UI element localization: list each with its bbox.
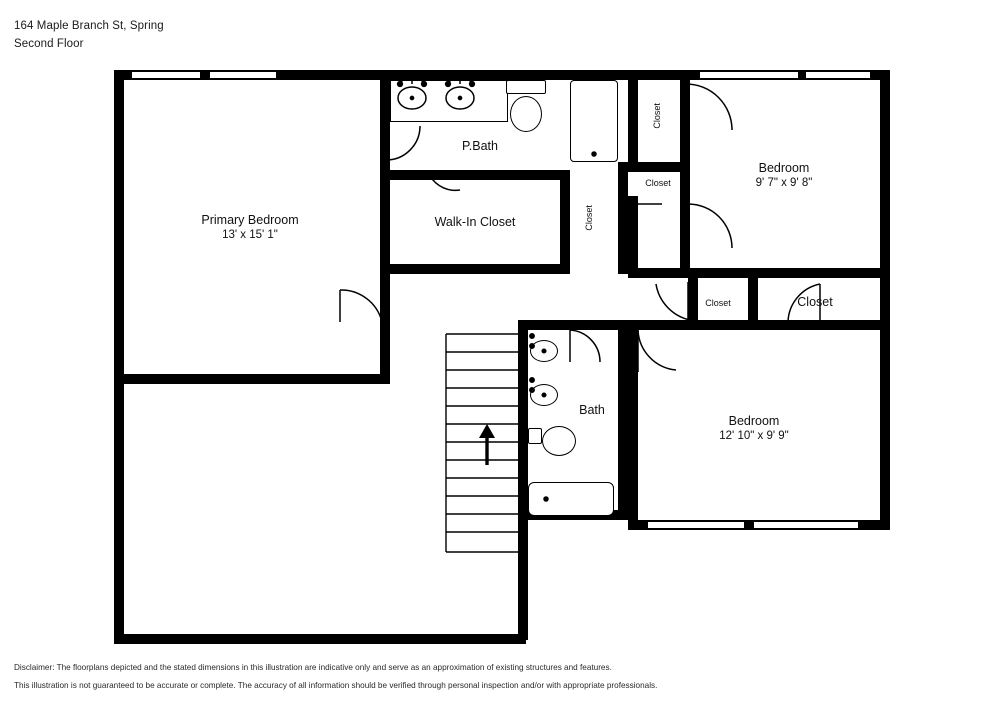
closet3-name: Closet bbox=[584, 205, 595, 231]
walkin-closet-name: Walk-In Closet bbox=[434, 215, 516, 229]
wall-exterior-right bbox=[880, 70, 890, 530]
primary-bedroom-dimensions: 13' x 15' 1" bbox=[222, 229, 278, 242]
disclaimer-line-1: Disclaimer: The floorplans depicted and the stated dimensions in this illustration are indicative only and serve as an approximation of existing structures and features. bbox=[14, 663, 612, 672]
room-label-walkin-closet bbox=[395, 214, 555, 230]
bathtub-secondary bbox=[528, 482, 614, 516]
window-bottom-right-2 bbox=[754, 522, 858, 528]
bathtub-primary bbox=[570, 80, 618, 162]
bedroom2-name: Bedroom bbox=[758, 161, 810, 175]
wall-primary-bedroom-bottom bbox=[114, 374, 390, 384]
room-label-closet-3 bbox=[584, 190, 596, 246]
wall-bath-top bbox=[518, 320, 688, 330]
room-label-bath bbox=[552, 402, 632, 418]
wall-walkin-closet-right bbox=[560, 170, 570, 274]
window-top-right bbox=[700, 72, 798, 78]
pbath-name: P.Bath bbox=[462, 139, 498, 153]
page-title: 164 Maple Branch St, Spring bbox=[14, 20, 164, 32]
disclaimer-line-2: This illustration is not guaranteed to be accurate or complete. The accuracy of all information should be verified through personal inspection and/or with appropriate professionals. bbox=[14, 681, 658, 690]
wall-walkin-closet-bottom bbox=[380, 264, 570, 274]
closet5-name: Closet bbox=[797, 295, 833, 309]
wall-bath-right bbox=[618, 320, 628, 520]
wall-exterior-bottom-left bbox=[114, 634, 526, 644]
closet2-name: Closet bbox=[645, 178, 671, 188]
room-label-closet-2 bbox=[628, 178, 688, 190]
wall-pbath-bottom bbox=[380, 170, 570, 180]
room-label-closet-4 bbox=[690, 298, 746, 310]
bedroom3-name: Bedroom bbox=[728, 414, 780, 428]
bath-name: Bath bbox=[579, 403, 605, 417]
wall-exterior-left bbox=[114, 70, 124, 644]
toilet-primary-bowl bbox=[510, 96, 542, 132]
window-top-right-2 bbox=[806, 72, 870, 78]
primary-bedroom-name: Primary Bedroom bbox=[201, 213, 299, 227]
room-label-closet-5 bbox=[760, 294, 870, 310]
closet1-name: Closet bbox=[652, 103, 663, 129]
toilet-bath-bowl bbox=[542, 426, 576, 456]
closet4-name: Closet bbox=[705, 298, 731, 308]
up-arrow-icon bbox=[479, 424, 495, 465]
room-label-bedroom-2 bbox=[700, 160, 868, 191]
toilet-primary bbox=[506, 80, 546, 94]
wall-hall-divider bbox=[628, 196, 638, 272]
wall-topcloset-left bbox=[628, 70, 638, 170]
room-label-bedroom-3 bbox=[670, 413, 838, 444]
wall-closet-row-divider bbox=[748, 268, 758, 330]
room-label-primary-bedroom bbox=[150, 212, 350, 243]
toilet-bath bbox=[528, 428, 542, 444]
wall-bedroom3-left bbox=[628, 320, 638, 530]
wall-primary-bedroom-right bbox=[380, 70, 390, 380]
floor-subtitle: Second Floor bbox=[14, 38, 84, 50]
window-top-left bbox=[132, 72, 200, 78]
wall-lower-left-right bbox=[518, 320, 528, 640]
window-top-left-2 bbox=[210, 72, 276, 78]
vanity-counter bbox=[390, 80, 508, 122]
bedroom3-dimensions: 12' 10" x 9' 9" bbox=[719, 430, 789, 443]
wall-bedroom2-left bbox=[680, 70, 690, 270]
wall-center-closet-right bbox=[618, 162, 628, 274]
room-label-pbath bbox=[420, 138, 540, 154]
sink-bath-1 bbox=[530, 340, 558, 362]
room-label-closet-1 bbox=[652, 86, 664, 146]
window-bottom-right bbox=[648, 522, 744, 528]
bedroom2-dimensions: 9' 7" x 9' 8" bbox=[755, 177, 813, 190]
wall-bedroom2-bottom bbox=[628, 268, 890, 278]
